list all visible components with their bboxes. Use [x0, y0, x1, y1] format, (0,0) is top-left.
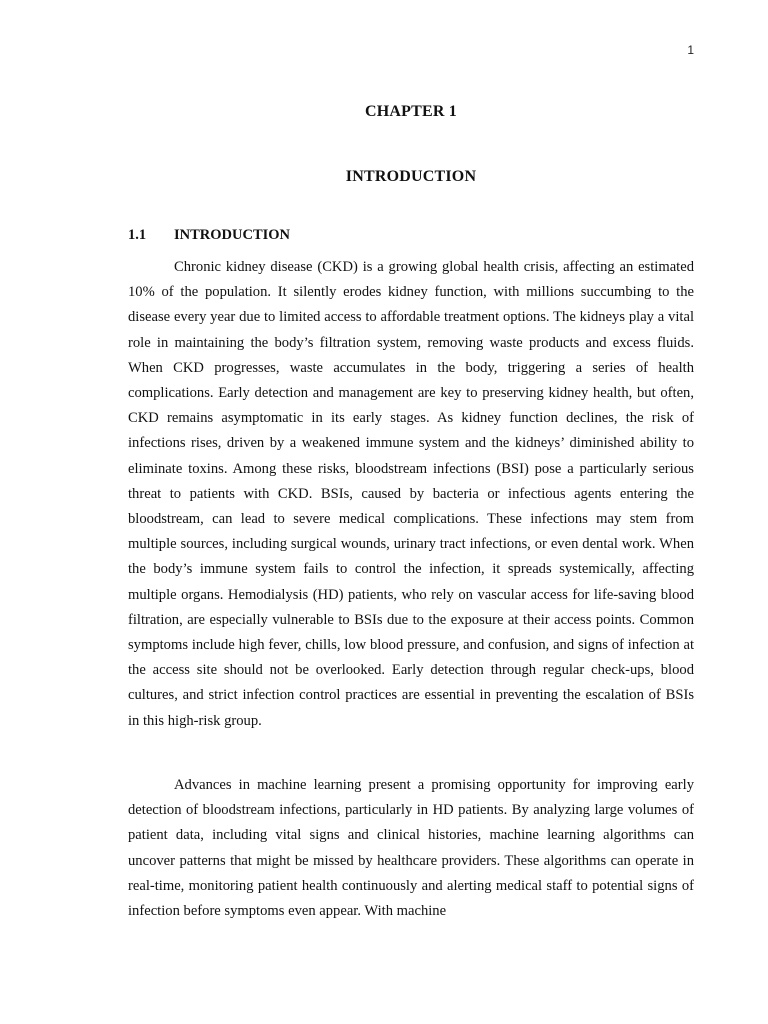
section-number: 1.1	[128, 227, 147, 243]
chapter-label: CHAPTER 1	[364, 103, 458, 120]
section-heading	[128, 227, 290, 244]
section-title: INTRODUCTION	[174, 227, 291, 243]
page-number: 1	[687, 43, 694, 57]
body-paragraph: Advances in machine learning present a promising opportunity for improving early detection of bloodstream infections, particularly in HD patients. By analyzing large volumes of patient data, including vital signs and clinical histories, machine learning algorithms can uncover patterns that might be missed by healthcare providers. These algorithms can operate in real-time, monitoring patient health continuously and alerting medical staff to potential signs of infection before symptoms even appear. With machine	[128, 777, 694, 920]
body-paragraph: Chronic kidney disease (CKD) is a growing global health crisis, affecting an estimated 10% of the population. It silently erodes kidney function, with millions succumbing to the disease every year due to limited access to affordable treatment options. The kidneys play a vital role in maintaining the body’s filtration system, removing waste products and excess fluids. When CKD progresses, waste accumulates in the body, triggering a series of health complications. Early detection and management are key to preserving kidney health, but often, CKD remains asymptomatic in its early stages. As kidney function declines, the risk of infections rises, driven by a weakened immune system and the kidneys’ diminished ability to eliminate toxins. Among these risks, bloodstream infections (BSI) pose a particularly serious threat to patients with CKD. BSIs, caused by bacteria or infectious agents entering the bloodstream, can lead to severe medical complications. These infections may stem from multiple sources, including surgical wounds, urinary tract infections, or even dental work. When the body’s immune system fails to control the infection, it spreads systemically, affecting multiple organs. Hemodialysis (HD) patients, who rely on vascular access for life-saving blood filtration, are especially vulnerable to BSIs due to the exposure at their access points. Common symptoms include high fever, chills, low blood pressure, and confusion, and signs of infection at the access site should not be overlooked. Early detection through regular check-ups, blood cultures, and strict infection control practices are essential in preventing the escalation of BSIs in this high-risk group.	[128, 259, 694, 729]
chapter-title: INTRODUCTION	[345, 168, 477, 185]
